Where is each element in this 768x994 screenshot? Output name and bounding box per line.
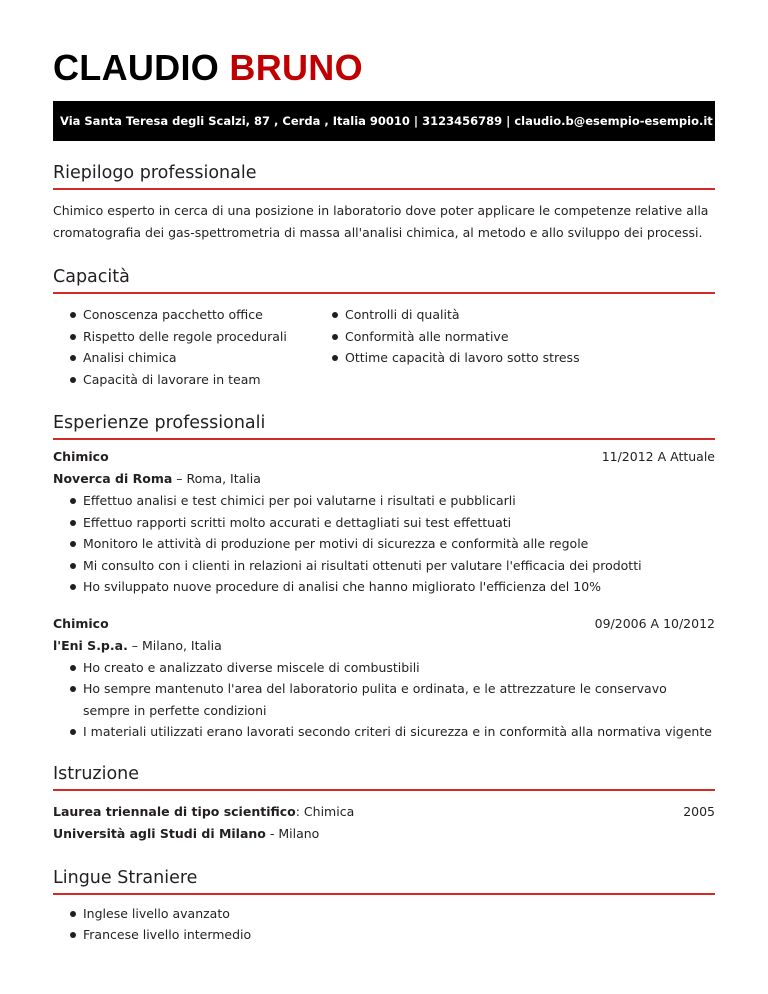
job-company — [53, 635, 715, 657]
experience-section — [53, 411, 715, 743]
degree-name: Laurea triennale di tipo scientifico — [53, 803, 296, 819]
duty-item: Ho sempre mantenuto l'area del laboratorio pulita e ordinata, e le attrezzature le conservavo sempre in perfette condizioni — [53, 678, 715, 721]
skill-item: Ottime capacità di lavoro sotto stress — [315, 347, 580, 369]
education-entry — [53, 801, 715, 845]
duty-item: Ho creato e analizzato diverse miscele di combustibili — [53, 657, 715, 679]
job-entry — [53, 613, 715, 743]
language-item: Francese livello intermedio — [53, 924, 715, 946]
duty-item: Monitoro le attività di produzione per motivi di sicurezza e conformità alle regole — [53, 533, 715, 555]
skill-item: Rispetto delle regole procedurali — [53, 326, 315, 348]
skill-item: Conoscenza pacchetto office — [53, 304, 315, 326]
education-year: 2005 — [683, 803, 715, 819]
education-school-row — [53, 823, 715, 845]
duty-item: Mi consulto con i clienti in relazioni ai risultati ottenuti per valutare l'efficacia dei prodotti — [53, 555, 715, 577]
job-title: Chimico — [53, 449, 109, 464]
education-section — [53, 762, 715, 845]
degree-field: : Chimica — [295, 803, 355, 819]
company-location: – Milano, Italia — [127, 637, 222, 653]
skill-item: Analisi chimica — [53, 347, 315, 369]
candidate-name — [53, 48, 715, 88]
skills-column-2 — [315, 304, 580, 390]
job-company — [53, 468, 715, 490]
company-name: l'Eni S.p.a. — [53, 637, 128, 653]
job-header — [53, 446, 715, 468]
duty-item: Effettuo analisi e test chimici per poi valutarne i risultati e pubblicarli — [53, 490, 715, 512]
job-duties — [53, 490, 715, 598]
company-name: Noverca di Roma — [53, 471, 173, 486]
job-entry — [53, 446, 715, 598]
summary-text: Chimico esperto in cerca di una posizione in laboratorio dove poter applicare le competenze relative alla cromatografia dei gas-spettrometria di massa all'analisi chimica, al metodo e allo sviluppo dei processi. — [53, 203, 709, 240]
school-city: - Milano — [265, 825, 320, 841]
education-degree-row — [53, 801, 715, 823]
summary-title: Riepilogo professionale — [53, 161, 715, 190]
skill-item: Controlli di qualità — [315, 304, 580, 326]
skills-column-1 — [53, 304, 315, 390]
languages-list — [53, 903, 715, 946]
skill-item: Capacità di lavorare in team — [53, 369, 315, 391]
first-name: CLAUDIO — [53, 47, 220, 88]
skills-list — [53, 304, 715, 390]
skills-section — [53, 265, 715, 390]
job-title: Chimico — [53, 615, 109, 631]
company-location: – Roma, Italia — [172, 471, 261, 486]
experience-title: Esperienze professionali — [53, 411, 715, 440]
duty-item: I materiali utilizzati erano lavorati secondo criteri di sicurezza e in conformità alla normativa vigente — [53, 721, 715, 743]
summary-section — [53, 161, 715, 244]
school-name: Università agli Studi di Milano — [53, 825, 266, 841]
duty-item: Ho sviluppato nuove procedure di analisi che hanno migliorato l'efficienza del 10% — [53, 576, 715, 598]
last-name: BRUNO — [229, 47, 363, 88]
languages-title: Lingue Straniere — [53, 866, 715, 895]
job-header — [53, 613, 715, 635]
languages-section — [53, 866, 715, 946]
skill-item: Conformità alle normative — [315, 326, 580, 348]
resume-page — [53, 0, 715, 946]
contact-bar: Via Santa Teresa degli Scalzi, 87 , Cerda , Italia 90010 | 3123456789 | claudio.b@esempio-esempio.it — [53, 101, 715, 141]
education-degree — [53, 801, 354, 823]
job-dates: 09/2006 A 10/2012 — [594, 615, 715, 631]
language-item: Inglese livello avanzato — [53, 903, 715, 925]
job-duties — [53, 657, 715, 743]
education-title: Istruzione — [53, 762, 715, 791]
skills-title: Capacità — [53, 265, 715, 294]
education-school — [53, 823, 319, 845]
duty-item: Effettuo rapporti scritti molto accurati e dettagliati sui test effettuati — [53, 512, 715, 534]
job-dates: 11/2012 A Attuale — [601, 449, 715, 464]
